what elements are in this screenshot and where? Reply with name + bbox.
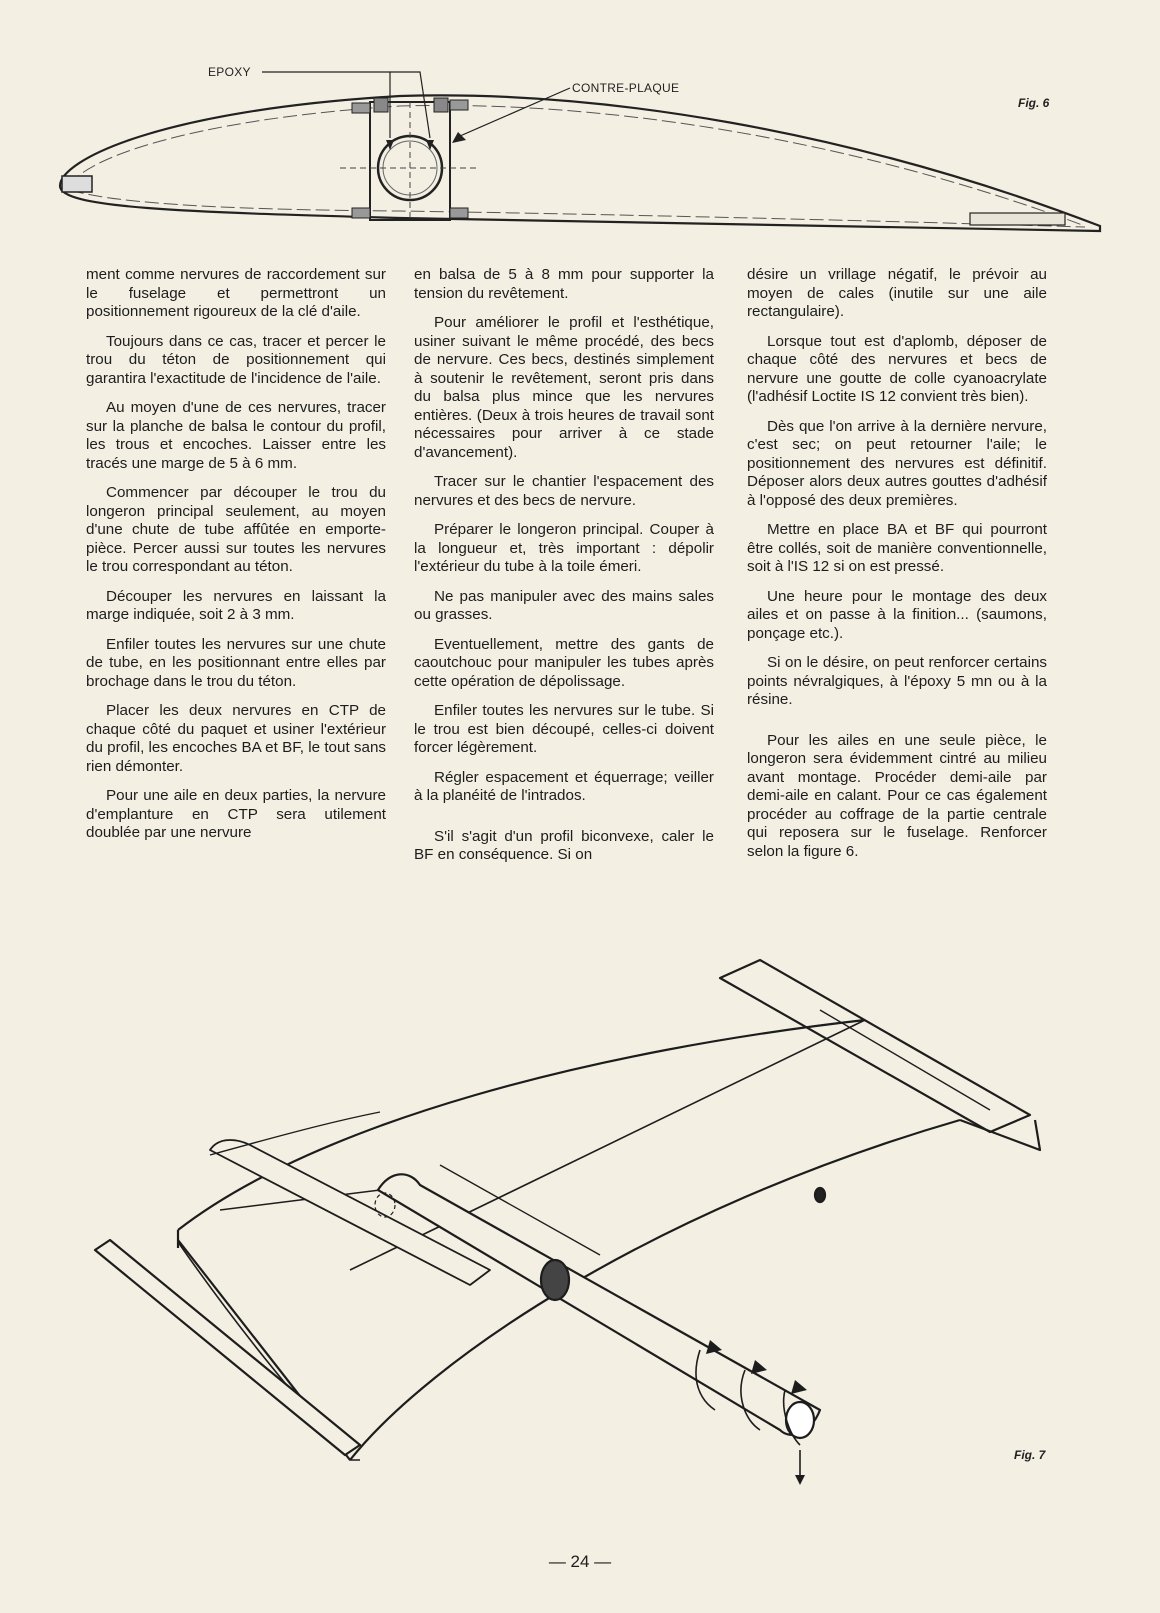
text-column-1 [86,266,386,854]
paragraph: Commencer par découper le trou du longeron principal seulement, au moyen d'une chute de tube affûtée en emporte-pièce. Percer aussi sur toutes les nervures le trou correspondant au téton. [86,484,386,575]
label-epoxy: EPOXY [208,65,251,79]
paragraph: Enfiler toutes les nervures sur une chute de tube, en les positionnant entre elles par brochage dans le trou du téton. [86,635,386,690]
paragraph: Mettre en place BA et BF qui pourront être collés, soit de manière conventionnelle, soit à l'IS 12 si on est pressé. [747,521,1047,575]
figure-7-wing-assembly [0,940,1160,1500]
paragraph: Une heure pour le montage des deux ailes et on passe à la finition... (saumons, ponçage etc.). [747,587,1047,642]
paragraph: Ne pas manipuler avec des mains sales ou grasses. [414,587,714,623]
paragraph: désire un vrillage négatif, le prévoir au moyen de cales (inutile sur une aile rectangulaire). [747,266,1047,320]
wing-profile-drawing [0,40,1160,265]
paragraph: Dès que l'on arrive à la dernière nervure, c'est sec; on peut retourner l'aile; le positionnement des nervures est définitif. Déposer alors deux autres gouttes d'adhésif à l'opposé des deux premières. [747,417,1047,509]
figure-6-wing-section [0,40,1160,265]
label-contre-plaque: CONTRE-PLAQUE [572,81,680,95]
paragraph: Eventuellement, mettre des gants de caoutchouc pour manipuler les tubes après cette opération de dépolissage. [414,635,714,690]
paragraph: ment comme nervures de raccordement sur le fuselage et permettront un positionnement rigoureux de la clé d'aile. [86,266,386,320]
paragraph: en balsa de 5 à 8 mm pour supporter la tension du revêtement. [414,266,714,302]
text-column-3 [747,266,1047,872]
page-number: — 24 — [548,1552,612,1571]
text-column-2 [414,266,714,876]
paragraph: Régler espacement et équerrage; veiller à la planéité de l'intrados. [414,768,714,804]
figure-6-caption: Fig. 6 [1018,96,1050,110]
paragraph: Lorsque tout est d'aplomb, déposer de chaque côté des nervures et becs de nervure une goutte de colle cyanoacrylate (l'adhésif Loctite IS 12 convient très bien). [747,332,1047,405]
paragraph: Si on le désire, on peut renforcer certains points névralgiques, à l'époxy 5 mn ou à la résine. [747,654,1047,708]
paragraph: Pour une aile en deux parties, la nervure d'emplanture en CTP sera utilement doublée par une nervure [86,787,386,841]
paragraph: Pour améliorer le profil et l'esthétique, usiner suivant le même procédé, des becs de nervure. Ces becs, destinés simplement à soutenir le revêtement, seront pris dans du balsa plus mince que les nervures entières. (Deux à trois heures de travail sont nécessaires pour arriver à ce stade d'avancement). [414,314,714,461]
paragraph: Préparer le longeron principal. Couper à la longueur et, très important : dépolir l'extérieur du tube à la toile émeri. [414,521,714,575]
paragraph: Découper les nervures en laissant la marge indiquée, soit 2 à 3 mm. [86,587,386,623]
paragraph: S'il s'agit d'un profil biconvexe, caler le BF en conséquence. Si on [414,827,714,863]
paragraph: Placer les deux nervures en CTP de chaque côté du paquet et usiner l'extérieur du profil, les encoches BA et BF, le tout sans rien démonter. [86,702,386,775]
paragraph: Tracer sur le chantier l'espacement des nervures et des becs de nervure. [414,473,714,509]
figure-7-caption: Fig. 7 [1014,1448,1046,1462]
wing-assembly-drawing [0,940,1160,1500]
paragraph: Enfiler toutes les nervures sur le tube. Si le trou est bien découpé, celles-ci doivent forcer légèrement. [414,702,714,756]
paragraph: Toujours dans ce cas, tracer et percer le trou du téton de positionnement qui garantira l'exactitude de l'incidence de l'aile. [86,332,386,387]
paragraph: Pour les ailes en une seule pièce, le longeron sera évidemment cintré au milieu avant montage. Procéder demi-aile par demi-aile en calant. Pour ce cas également procéder au coffrage de la partie centrale qui reposera sur le fuselage. Renforcer selon la figure 6. [747,731,1047,860]
paragraph: Au moyen d'une de ces nervures, tracer sur la planche de balsa le contour du profil, les trous et encoches. Laisser entre les tracés une marge de 5 à 6 mm. [86,399,386,472]
